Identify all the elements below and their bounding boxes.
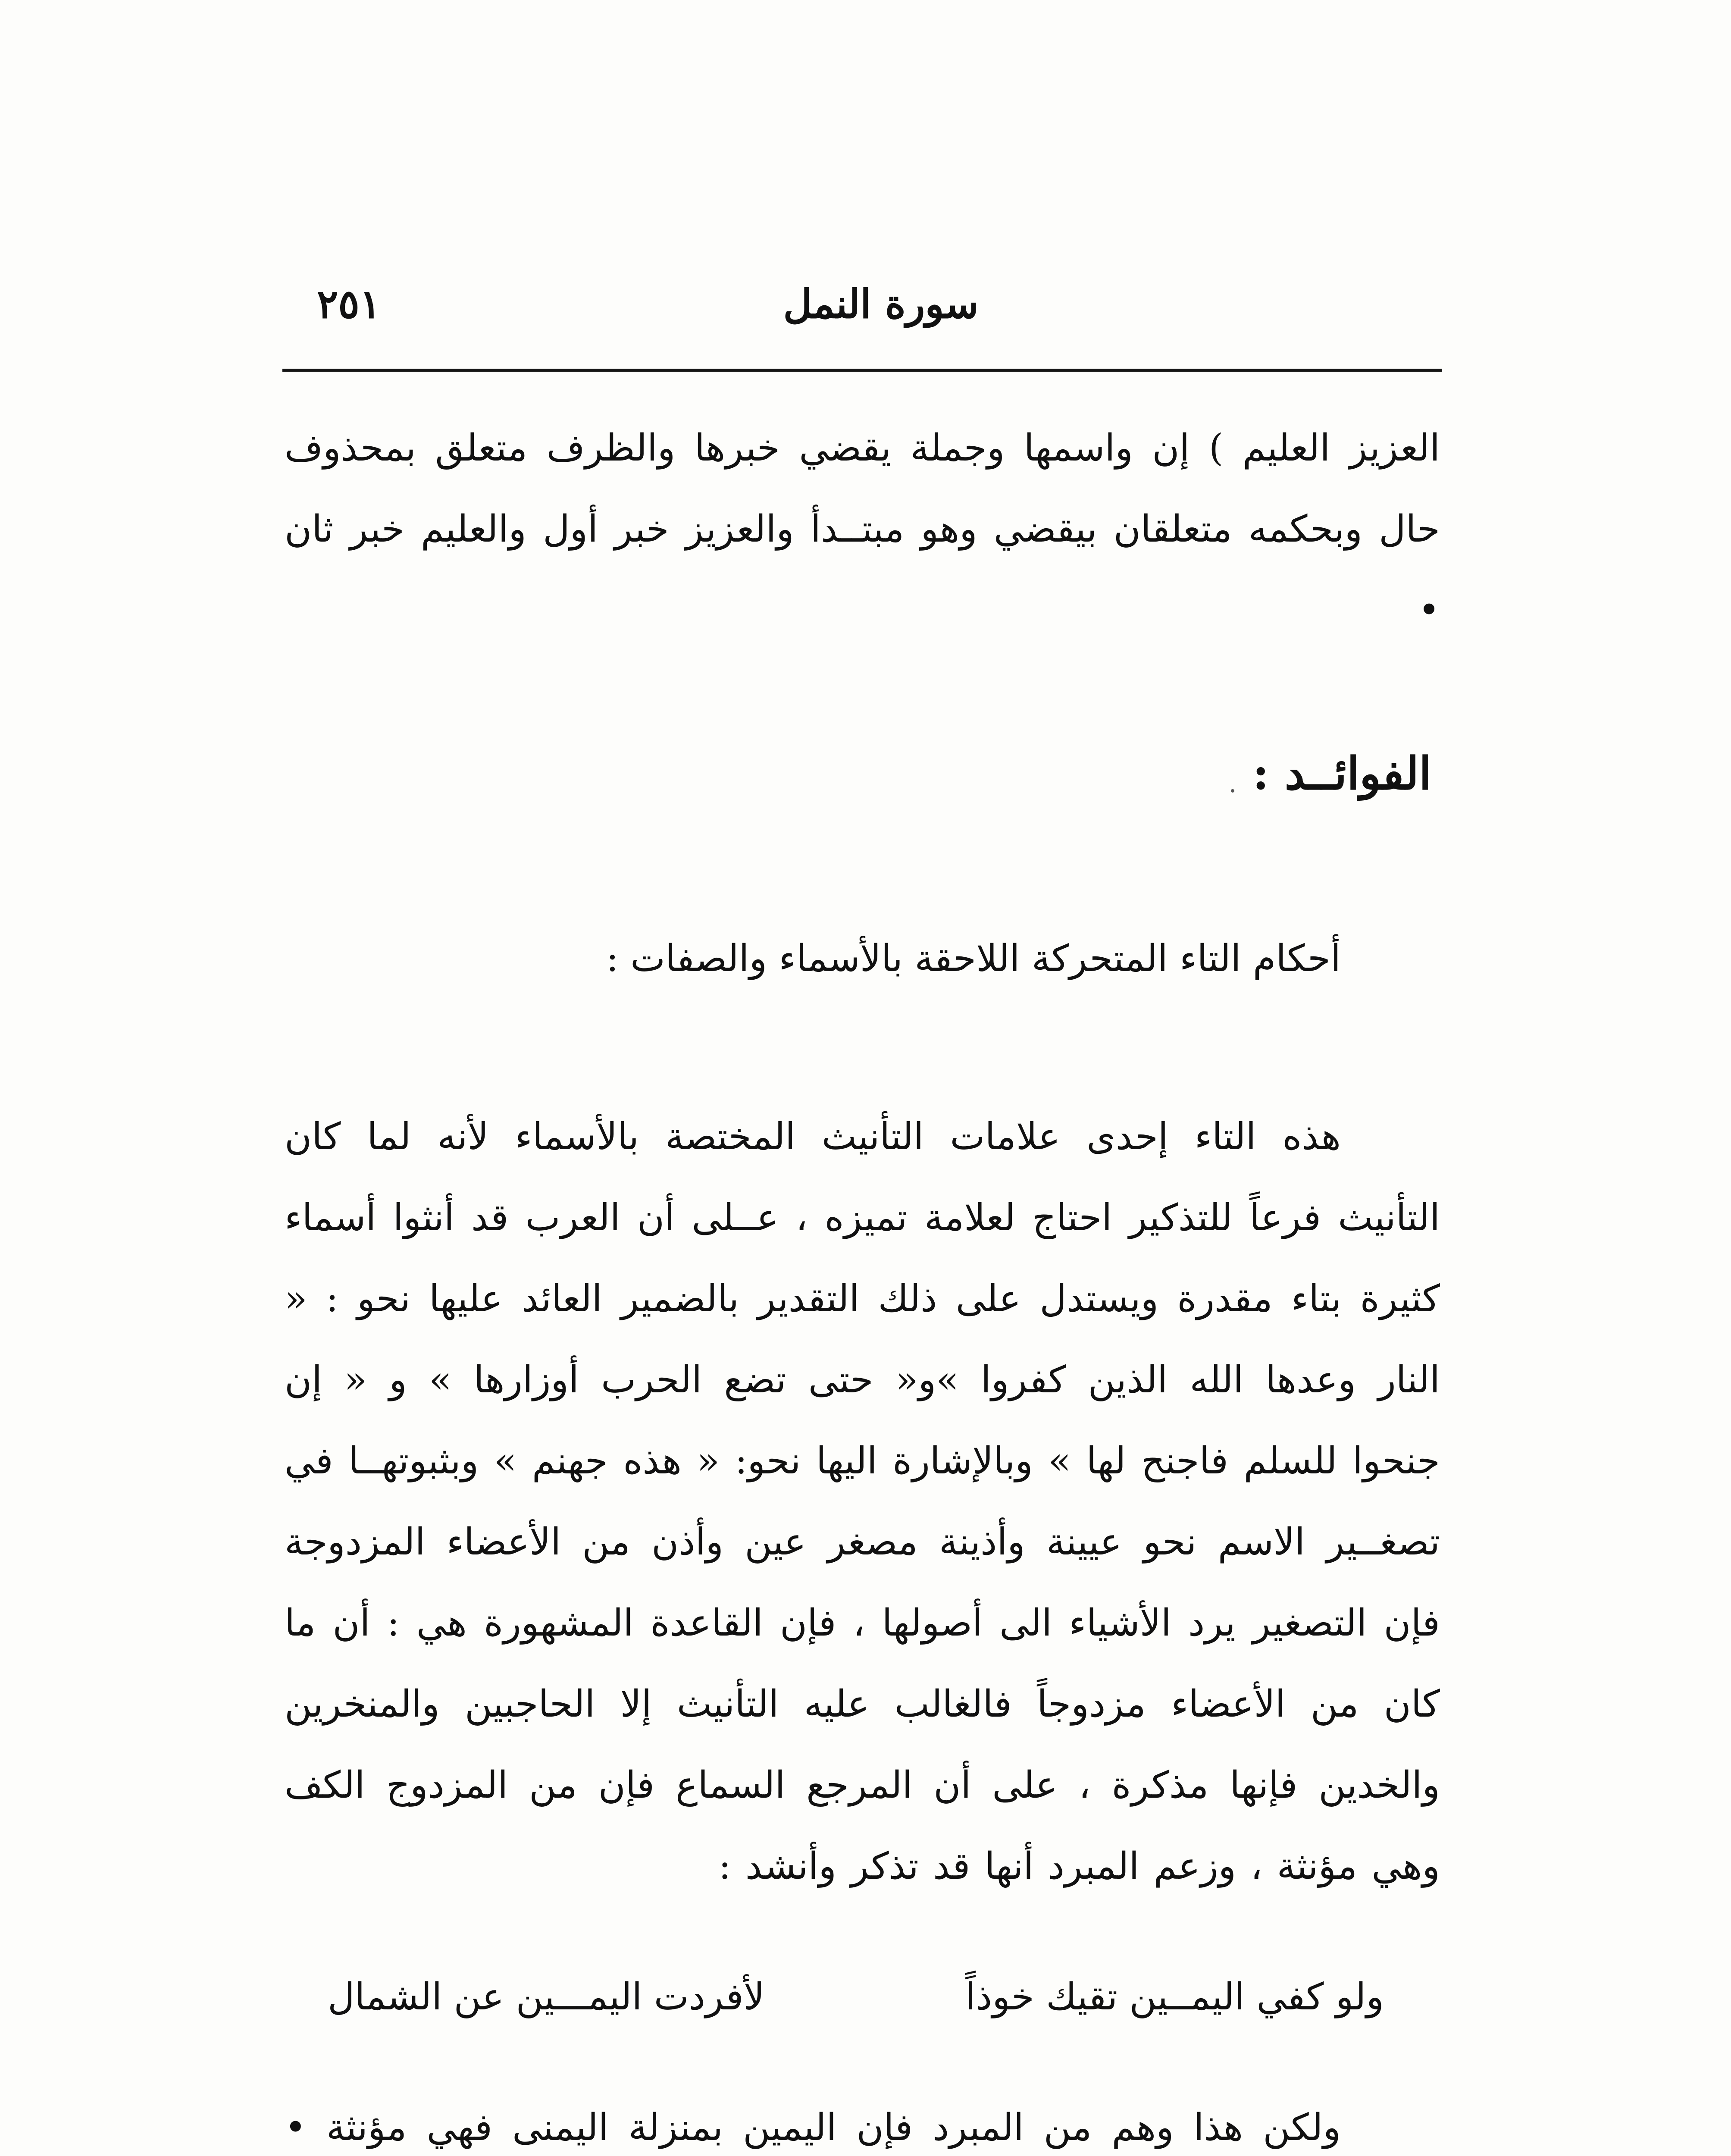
poetry-verse [285,1956,1440,2037]
main-paragraph: هذه التاء إحدى علامات التأنيث المختصة بالأسماء لأنه لما كان التأنيث فرعاً للتذكير احتاج لعلامة تميزه ، عــلى أن العرب قد أنثوا أسماء كثيرة بتاء مقدرة ويستدل على ذلك التقدير بالضمير العائد عليها نحو : « النار وعدها الله الذين كفروا »و« حتى تضع الحرب أوزارها » و « إن جنحوا للسلم فاجنح لها » وبالإشارة اليها نحو: « هذه جهنم » وبثبوتهــا في تصغــير الاسم نحو عيينة وأذينة مصغر عين وأذن من الأعضاء المزدوجة فإن التصغير يرد الأشياء الى أصولها ، فإن القاعدة المشهورة هي : أن ما كان من الأعضاء مزدوجاً فالغالب عليه التأنيث إلا الحاجبين والمنخرين والخدين فإنها مذكرة ، على أن المرجع السماع فإن من المزدوج الكف وهي مؤنثة ، وزعم المبرد أنها قد تذكر وأنشد : [285,1115,1440,1888]
closing-paragraph: ولكن هذا وهم من المبرد فإن اليمين بمنزلة اليمنى فهي مؤنثة • [285,2106,1341,2149]
verse-second-hemistich: لأفردت اليمـــين عن الشمال [328,1975,765,2018]
page-number: ٢٥١ [317,281,381,327]
page-body [285,407,1440,2156]
page-header [282,276,1431,332]
running-title: سورة النمل [783,281,979,327]
subheading: أحكام التاء المتحركة اللاحقة بالأسماء والصفات : [606,937,1341,980]
intro-paragraph: العزيز العليم ) إن واسمها وجملة يقضي خبرها والظرف متعلق بمحذوف حال وبحكمه متعلقان بيقضي وهو مبتــدأ والعزيز خبر أول والعليم خبر ثان • [285,426,1440,632]
verse-first-hemistich: ولو كفي اليمــين تقيك خوذاً [965,1975,1384,2018]
header-divider [282,369,1442,372]
ink-speck [1231,789,1234,793]
section-heading: الفوائــد : [1252,747,1431,800]
